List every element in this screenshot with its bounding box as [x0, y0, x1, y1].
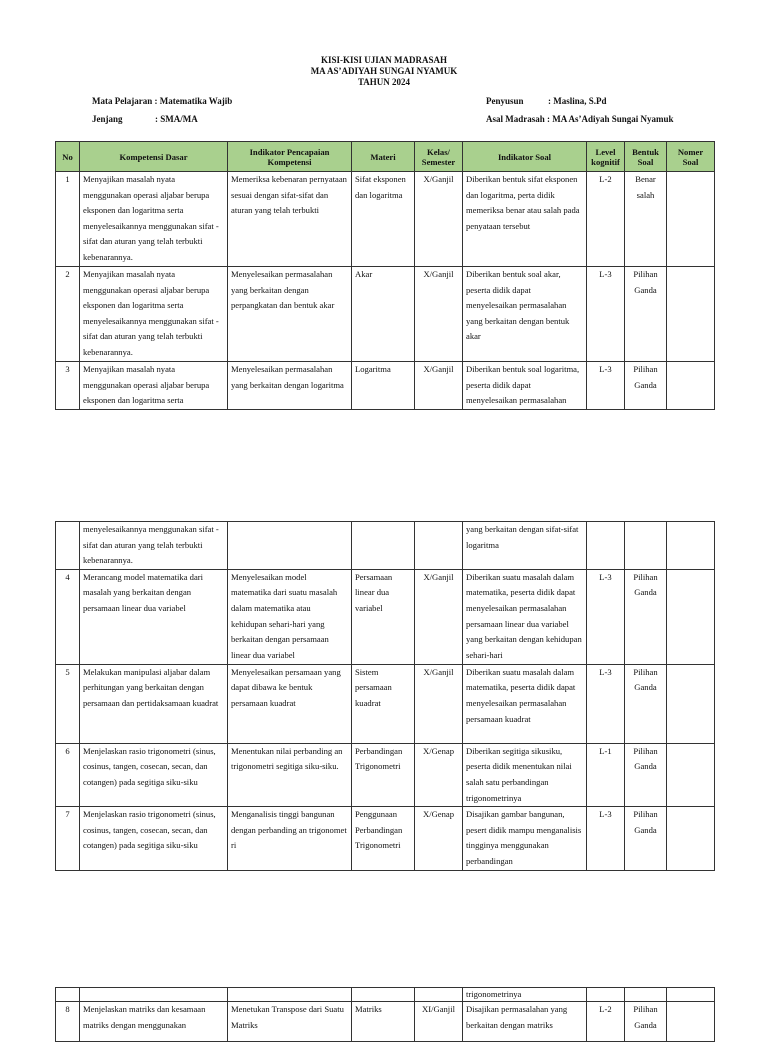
cell-indikator: yang berkaitan dengan sifat-sifat logaritma [463, 522, 587, 570]
cell-bentuk: Pilihan Ganda [625, 362, 667, 410]
col-header: Indikator Pencapaian Kompetensi [228, 142, 352, 172]
cell-no [56, 988, 80, 1002]
col-header: Level kognitif [587, 142, 625, 172]
table-row [56, 988, 715, 1002]
cell-materi: Sifat eksponen dan logaritma [352, 172, 415, 267]
cell-materi: Logaritma [352, 362, 415, 410]
level-label: Jenjang [92, 114, 123, 124]
cell-kelas: X/Ganjil [415, 267, 463, 362]
cell-bentuk: Pilihan Ganda [625, 743, 667, 806]
col-header: Nomer Soal [667, 142, 715, 172]
cell-indikator: Diberikan suatu masalah dalam matematika, peserta didik dapat menyelesaikan permasalahan persamaan kuadrat [463, 664, 587, 743]
col-header: Materi [352, 142, 415, 172]
table-row [56, 522, 715, 570]
col-header: Kelas/ Semester [415, 142, 463, 172]
cell-ipk: Menganalisis tinggi bangunan dengan perbanding an trigonomet ri [228, 807, 352, 870]
cell-level: L-3 [587, 569, 625, 664]
table-row [56, 267, 715, 362]
cell-kelas: X/Ganjil [415, 664, 463, 743]
table-row [56, 664, 715, 743]
cell-no: 4 [56, 569, 80, 664]
cell-kd: Menjelaskan rasio trigonometri (sinus, cosinus, tangen, cosecan, secan, dan cotangen) pada segitiga siku-siku [80, 807, 228, 870]
col-header: Bentuk Soal [625, 142, 667, 172]
cell-level: L-2 [587, 1002, 625, 1042]
cell-kelas [415, 522, 463, 570]
doc-title-line1: KISI-KISI UJIAN MADRASAH [320, 55, 448, 65]
cell-ipk [228, 522, 352, 570]
cell-materi: Akar [352, 267, 415, 362]
table-row [56, 807, 715, 870]
cell-kd: Menjelaskan rasio trigonometri (sinus, cosinus, tangen, cosecan, secan, dan cotangen) pada segitiga siku-siku [80, 743, 228, 806]
cell-nomer [667, 1002, 715, 1042]
cell-ipk: Menyelesaikan model matematika dari suatu masalah dalam matematika atau kehidupan sehari-hari yang berkaitan dengan persamaan linear dua variabel [228, 569, 352, 664]
cell-ipk [228, 988, 352, 1002]
table-row [56, 743, 715, 806]
cell-no [56, 522, 80, 570]
col-header: No [56, 142, 80, 172]
cell-level [587, 522, 625, 570]
author-value: : Maslina, S.Pd [548, 96, 607, 106]
cell-nomer [667, 743, 715, 806]
cell-indikator: Diberikan bentuk sifat eksponen dan logaritma, perta didik memeriksa benar atau salah pada penyataan tersebut [463, 172, 587, 267]
grid-table-page3 [55, 987, 715, 1042]
cell-no: 7 [56, 807, 80, 870]
cell-kd: Merancang model matematika dari masalah yang berkaitan dengan persamaan linear dua variabel [80, 569, 228, 664]
cell-kd: menyelesaikannya menggunakan sifat - sifat dan aturan yang telah terbukti kebenarannya. [80, 522, 228, 570]
cell-level: L-2 [587, 172, 625, 267]
cell-kd: Melakukan manipulasi aljabar dalam perhitungan yang berkaitan dengan persamaan dan pertidaksamaan kuadrat [80, 664, 228, 743]
cell-bentuk: Pilihan Ganda [625, 807, 667, 870]
cell-no: 8 [56, 1002, 80, 1042]
cell-indikator: Disajikan permasalahan yang berkaitan dengan matriks [463, 1002, 587, 1042]
cell-indikator: Diberikan segitiga sikusiku, peserta didik menentukan nilai salah satu perbandingan trigonometrinya [463, 743, 587, 806]
col-header: Indikator Soal [463, 142, 587, 172]
cell-level [587, 988, 625, 1002]
cell-kd [80, 988, 228, 1002]
cell-kd: Menjelaskan matriks dan kesamaan matriks dengan menggunakan [80, 1002, 228, 1042]
cell-kd: Menyajikan masalah nyata menggunakan operasi aljabar berupa eksponen dan logaritma serta [80, 362, 228, 410]
grid-table-page2 [55, 521, 715, 871]
cell-materi: Perbandingan Trigonometri [352, 743, 415, 806]
level-value: : SMA/MA [155, 114, 198, 124]
cell-kelas: X/Ganjil [415, 172, 463, 267]
cell-indikator: Diberikan bentuk soal logaritma, peserta didik dapat menyelesaikan permasalahan [463, 362, 587, 410]
grid-table-page1 [55, 141, 715, 410]
col-header: Kompetensi Dasar [80, 142, 228, 172]
cell-no: 2 [56, 267, 80, 362]
cell-no: 1 [56, 172, 80, 267]
cell-materi: Penggunaan Perbandingan Trigonometri [352, 807, 415, 870]
cell-nomer [667, 267, 715, 362]
cell-no: 6 [56, 743, 80, 806]
table-row [56, 362, 715, 410]
cell-nomer [667, 172, 715, 267]
school-label: Asal Madrasah : MA As’Adiyah Sungai Nyamuk [486, 114, 674, 124]
cell-bentuk: Pilihan Ganda [625, 267, 667, 362]
cell-ipk: Menyelesaikan permasalahan yang berkaitan dengan logaritma [228, 362, 352, 410]
cell-ipk: Menetukan Transpose dari Suatu Matriks [228, 1002, 352, 1042]
cell-nomer [667, 362, 715, 410]
cell-bentuk: Pilihan Ganda [625, 1002, 667, 1042]
cell-materi [352, 988, 415, 1002]
cell-indikator: trigonometrinya [463, 988, 587, 1002]
cell-no: 5 [56, 664, 80, 743]
cell-no: 3 [56, 362, 80, 410]
table-row [56, 1002, 715, 1042]
cell-bentuk [625, 522, 667, 570]
cell-ipk: Menyelesaikan permasalahan yang berkaitan dengan perpangkatan dan bentuk akar [228, 267, 352, 362]
cell-kelas: X/Genap [415, 743, 463, 806]
cell-level: L-3 [587, 807, 625, 870]
cell-indikator: Disajikan gambar bangunan, pesert didik mampu menganalisis tingginya menggunakan perbandingan [463, 807, 587, 870]
cell-nomer [667, 988, 715, 1002]
cell-materi: Matriks [352, 1002, 415, 1042]
cell-kelas: X/Ganjil [415, 569, 463, 664]
doc-title-line3: TAHUN 2024 [357, 77, 411, 87]
cell-bentuk: Pilihan Ganda [625, 569, 667, 664]
cell-level: L-3 [587, 362, 625, 410]
cell-ipk: Menentukan nilai perbanding an trigonometri segitiga siku-siku. [228, 743, 352, 806]
cell-ipk: Menyelesaikan persamaan yang dapat dibawa ke bentuk persamaan kuadrat [228, 664, 352, 743]
cell-nomer [667, 664, 715, 743]
cell-nomer [667, 569, 715, 664]
cell-bentuk [625, 988, 667, 1002]
cell-materi: Sistem persamaan kuadrat [352, 664, 415, 743]
cell-kelas: X/Ganjil [415, 362, 463, 410]
cell-bentuk: Benar salah [625, 172, 667, 267]
cell-bentuk: Pilihan Ganda [625, 664, 667, 743]
subject-label: Mata Pelajaran : Matematika Wajib [92, 96, 233, 106]
cell-kelas: XI/Ganjil [415, 1002, 463, 1042]
cell-kd: Menyajikan masalah nyata menggunakan operasi aljabar berupa eksponen dan logaritma serta menyelesaikannya menggunakan sifat - sifat dan aturan yang telah terbukti kebenarannya. [80, 267, 228, 362]
cell-level: L-3 [587, 664, 625, 743]
table-row [56, 569, 715, 664]
cell-materi [352, 522, 415, 570]
table-header-row [56, 142, 715, 172]
cell-materi: Persamaan linear dua variabel [352, 569, 415, 664]
cell-kelas: X/Genap [415, 807, 463, 870]
cell-level: L-1 [587, 743, 625, 806]
cell-ipk: Memeriksa kebenaran pernyataan sesuai dengan sifat-sifat dan aturan yang telah terbukti [228, 172, 352, 267]
doc-title-line2: MA AS’ADIYAH SUNGAI NYAMUK [310, 66, 458, 76]
cell-kelas [415, 988, 463, 1002]
cell-indikator: Diberikan suatu masalah dalam matematika, peserta didik dapat menyelesaikan permasalahan persamaan linear dua variabel yang berkaitan dengan kehidupan sehari-hari [463, 569, 587, 664]
cell-nomer [667, 807, 715, 870]
cell-nomer [667, 522, 715, 570]
cell-kd: Menyajikan masalah nyata menggunakan operasi aljabar berupa eksponen dan logaritma serta menyelesaikannya menggunakan sifat - sifat dan aturan yang telah terbukti kebenarannya. [80, 172, 228, 267]
author-label: Penyusun [486, 96, 524, 106]
table-row [56, 172, 715, 267]
cell-indikator: Diberikan bentuk soal akar, peserta didik dapat menyelesaikan permasalahan yang berkaitan dengan bentuk akar [463, 267, 587, 362]
cell-level: L-3 [587, 267, 625, 362]
